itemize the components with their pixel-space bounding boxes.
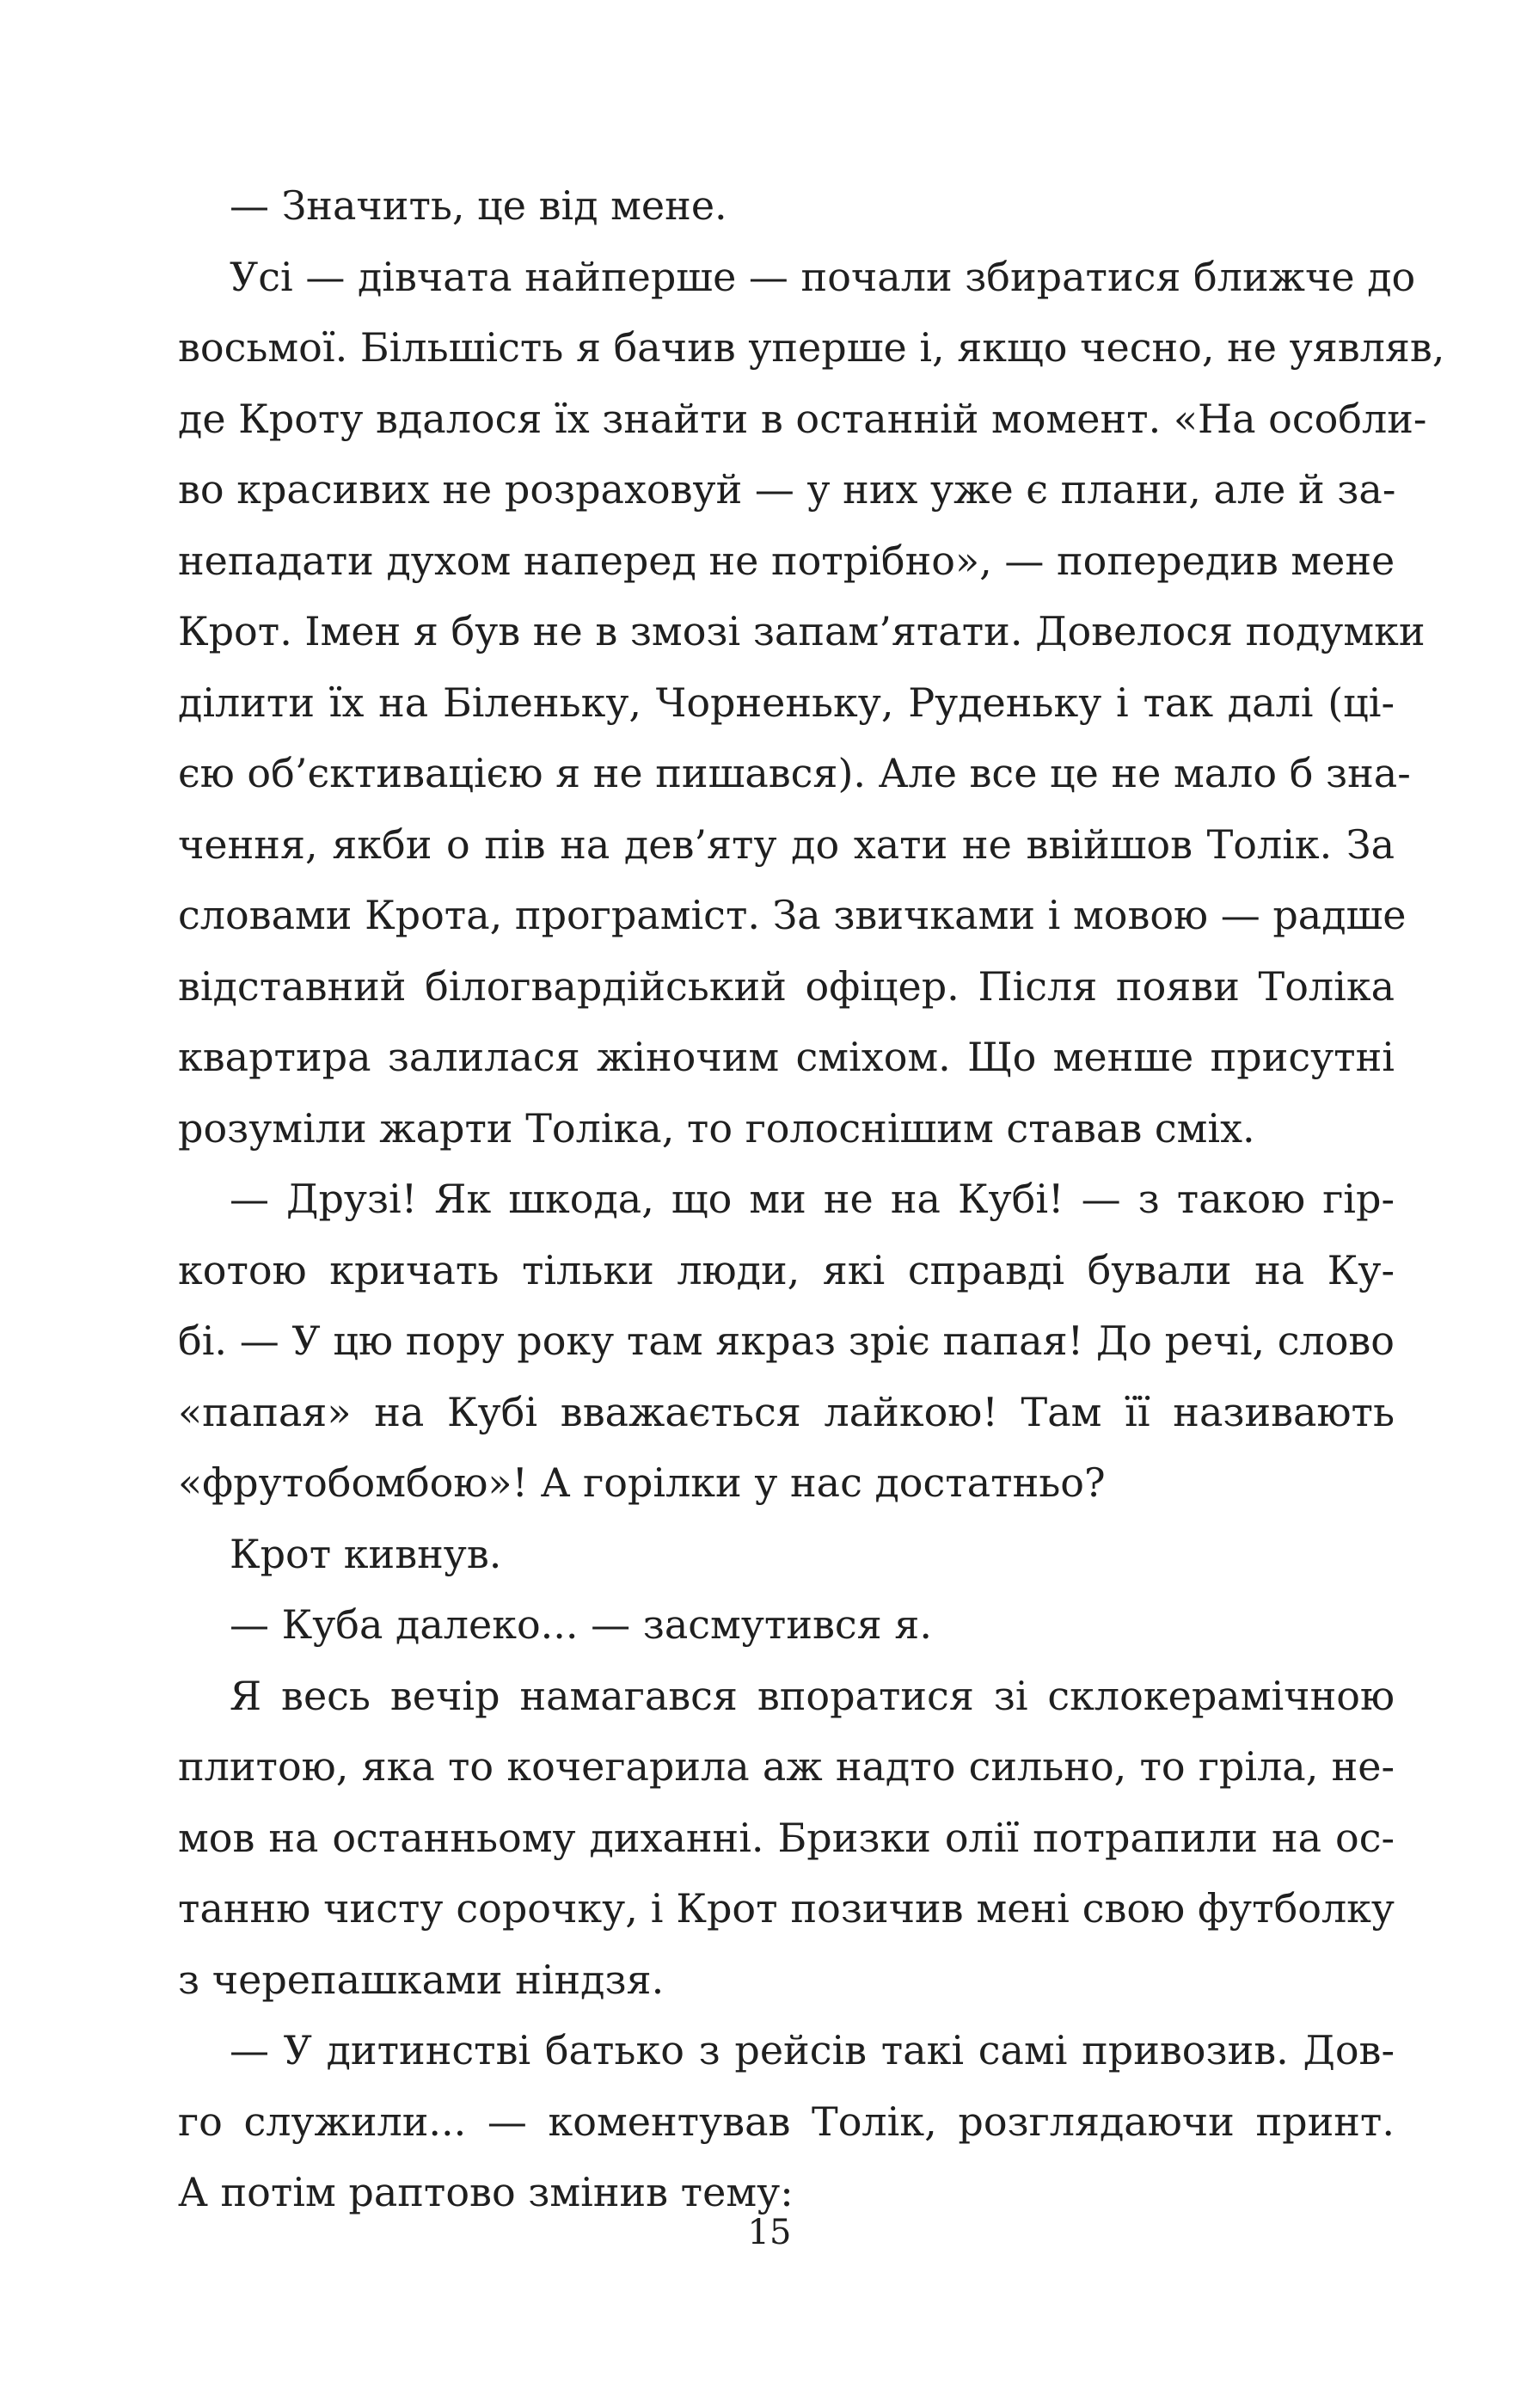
body-text	[178, 170, 1445, 2228]
text-line: відставний білогвардійський офіцер. Після появи Толіка	[178, 962, 1395, 1010]
text-line: во красивих не розраховуй — у них уже є плани, але й за-	[178, 466, 1396, 513]
text-line: танню чисту сорочку, і Крот позичив мені свою футболку	[178, 1885, 1395, 1932]
text-line: непадати духом наперед не потрібно», — попередив мене	[178, 537, 1395, 584]
text-line: го служили... — коментував Толік, розглядаючи принт.	[178, 2098, 1395, 2145]
text-line: — Куба далеко... — засмутився я.	[230, 1601, 932, 1648]
text-line: Крот кивнув.	[230, 1530, 502, 1577]
text-line: восьмої. Більшість я бачив уперше і, якщо чесно, не уявляв,	[178, 324, 1445, 371]
text-line: Крот. Імен я був не в змозі запам’ятати. Довелося подумки	[178, 608, 1426, 654]
text-line: словами Крота, програміст. За звичками і мовою — радше	[178, 892, 1407, 938]
text-line: — Значить, це від мене.	[230, 182, 727, 229]
text-line: з черепашками ніндзя.	[178, 1956, 665, 2003]
text-line: — Друзі! Як шкода, що ми не на Кубі! — з такою гір-	[230, 1176, 1395, 1222]
text-line: «папая» на Кубі вважається лайкою! Там її називають	[178, 1388, 1395, 1435]
text-line: Усі — дівчата найперше — почали збиратися ближче до	[230, 253, 1416, 300]
text-line: «фрутобомбою»! А горілки у нас достатньо?	[178, 1459, 1106, 1506]
text-line: — У дитинстві батько з рейсів такі самі привозив. Дов-	[230, 2027, 1395, 2073]
text-line: де Кроту вдалося їх знайти в останній момент. «На особли-	[178, 395, 1427, 442]
text-line: А потім раптово змінив тему:	[178, 2169, 794, 2215]
text-line: мов на останньому диханні. Бризки олії потрапили на ос-	[178, 1814, 1395, 1861]
text-line: квартира залилася жіночим сміхом. Що менше присутні	[178, 1034, 1395, 1080]
text-line: чення, якби о пів на дев’яту до хати не ввійшов Толік. За	[178, 820, 1395, 868]
text-line: котою кричать тільки люди, які справді бували на Ку-	[178, 1246, 1395, 1293]
text-line: Я весь вечір намагався впоратися зі склокерамічною	[230, 1672, 1395, 1719]
page-number: 15	[747, 2213, 792, 2252]
text-line: плитою, яка то кочегарила аж надто сильно, то гріла, не-	[178, 1743, 1395, 1790]
text-line: бі. — У цю пору року там якраз зріє папая! До речі, слово	[178, 1318, 1395, 1364]
text-line: розуміли жарти Толіка, то голоснішим ставав сміх.	[178, 1104, 1255, 1152]
text-line: ділити їх на Біленьку, Чорненьку, Руденьку і так далі (ці-	[178, 679, 1395, 726]
text-line: єю об’єктивацією я не пишався). Але все це не мало б зна-	[178, 750, 1411, 796]
